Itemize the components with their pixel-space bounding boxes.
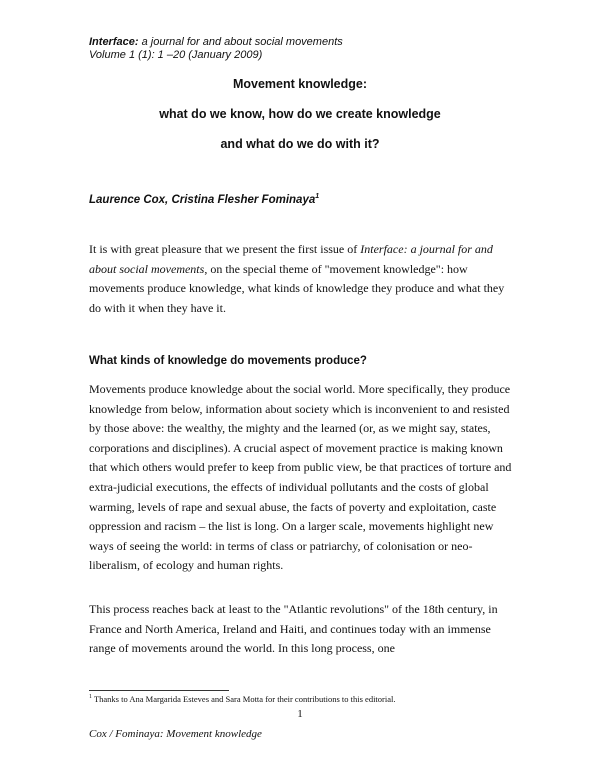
journal-tagline: a journal for and about social movements — [138, 36, 343, 48]
running-footer: Cox / Fominaya: Movement knowledge — [89, 728, 262, 740]
author-line — [89, 193, 319, 206]
section-heading: What kinds of knowledge do movements produce? — [89, 355, 367, 367]
body-paragraph-2: This process reaches back at least to the "Atlantic revolutions" of the 18th century, in France and North America, Ireland and Haiti, and continues today with an immense range of movements around the world. In this long process, one — [89, 602, 498, 656]
title-line-1: Movement knowledge: — [232, 77, 368, 91]
volume-line: Volume 1 (1): 1 –20 (January 2009) — [89, 49, 263, 61]
page-number: 1 — [297, 708, 303, 720]
footnote — [89, 694, 396, 704]
title-line-3: and what do we do with it? — [220, 137, 380, 151]
footnote-text: Thanks to Ana Margarida Esteves and Sara Motta for their contributions to this editorial. — [92, 694, 396, 704]
journal-name: Interface: — [89, 36, 139, 48]
title-line-2: what do we know, how do we create knowledge — [159, 107, 441, 121]
footnote-divider — [89, 690, 229, 691]
intro-paragraph — [89, 240, 519, 318]
running-header — [89, 36, 343, 62]
intro-text-after: , on the special theme of "movement knowledge": how movements produce knowledge, what kinds of knowledge they produce and what they do with it when they have it. — [89, 261, 505, 315]
footnote-mark: 1 — [89, 694, 92, 701]
intro-text-before: It is with great pleasure that we present the first issue of — [89, 242, 361, 256]
intro-journal-name: Interface: a journal for and about social movements — [89, 242, 493, 276]
body-paragraph-1: Movements produce knowledge about the social world. More specifically, they produce knowledge from below, information about society which is inconvenient to and resisted by those above: the wealthy, the mighty and the learned (or, as we might say, states, corporations and disciplines). A crucial aspect of movement practice is making known that which others would prefer to keep from public view, be that practices of torture and extra-judicial executions, the effects of individual pollutants and the costs of global warming, levels of rape and sexual abuse, the facts of poverty and exploitation, caste oppression and racism – the list is long. On a larger scale, movements highlight new ways of seeing the world: in terms of class or patriarchy, of colonisation or neo-liberalism, of ecology and human rights. — [89, 382, 512, 573]
author-names: Laurence Cox, Cristina Flesher Fominaya — [89, 193, 316, 206]
author-footnote-mark[interactable]: 1 — [315, 193, 320, 200]
journal-line — [89, 36, 343, 49]
